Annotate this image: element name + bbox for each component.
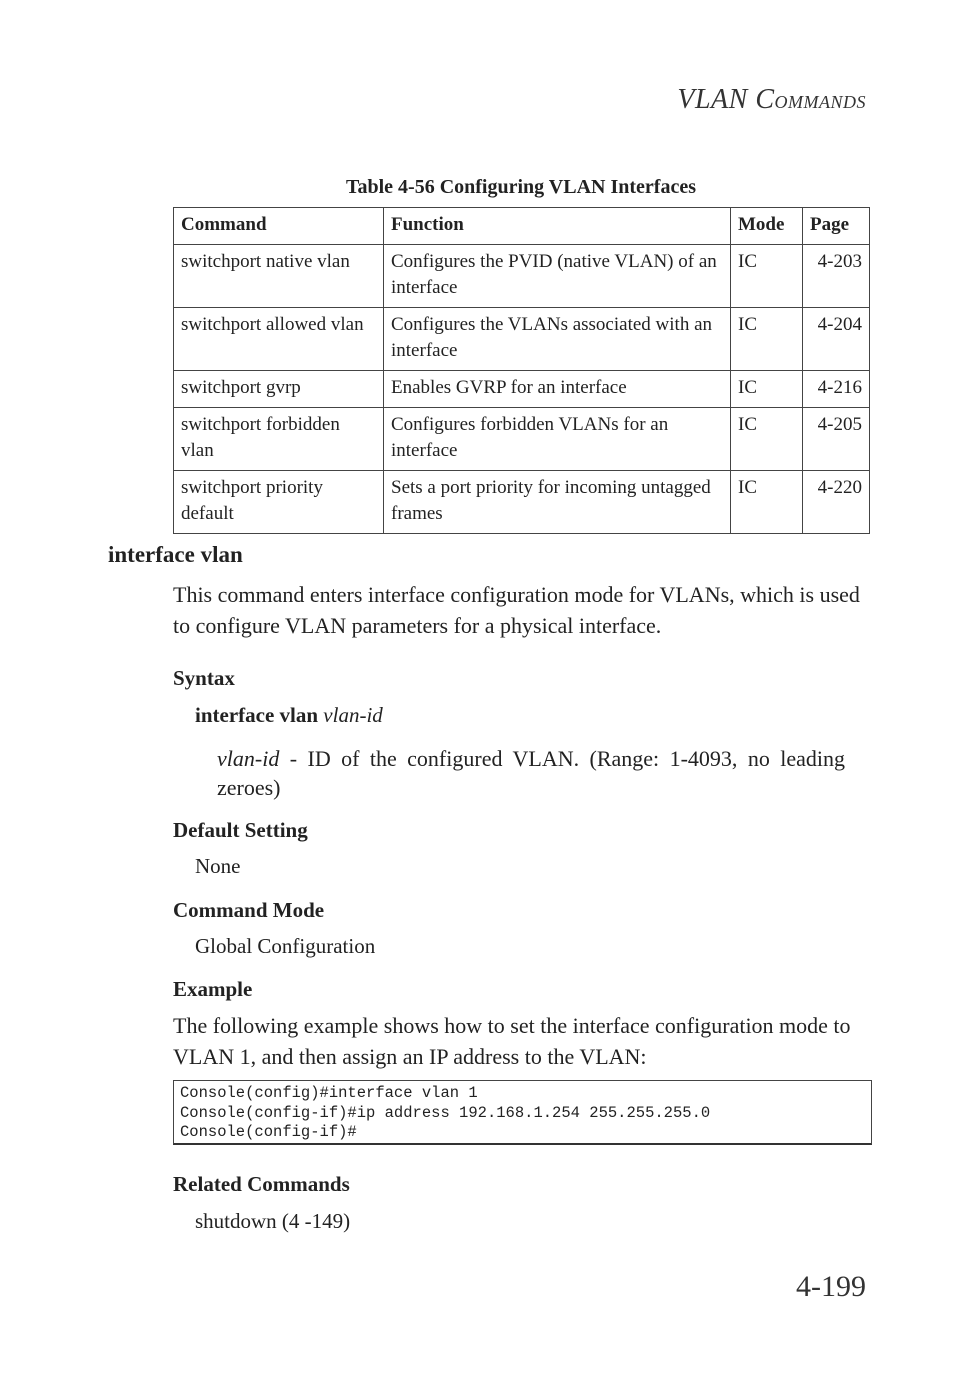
code-line: Console(config-if)# — [180, 1123, 357, 1141]
table-caption: Table 4-56 Configuring VLAN Interfaces — [345, 176, 696, 198]
function-cell: Configures the PVID (native VLAN) of an interface — [384, 245, 731, 308]
mode-cell: IC — [731, 471, 803, 534]
table-row — [174, 371, 870, 408]
function-cell: Configures the VLANs associated with an interface — [384, 308, 731, 371]
column-header: Function — [384, 208, 731, 245]
param-name: vlan-id — [217, 746, 280, 771]
command-cell: switchport native vlan — [174, 245, 384, 308]
mode-cell: IC — [731, 245, 803, 308]
section-description: This command enters interface configuration mode for VLANs, which is used to configure VLAN parameters for a physical interface. — [173, 582, 860, 638]
param-desc: - ID of the configured VLAN. (Range: 1-4093, no leading zeroes) — [217, 746, 845, 800]
command-cell: switchport gvrp — [174, 371, 384, 408]
running-header — [677, 84, 866, 116]
page-cell: 4-203 — [803, 245, 870, 308]
table-row — [174, 408, 870, 471]
header-title-small: OMMANDS — [774, 92, 866, 112]
param-description — [217, 744, 845, 802]
header-title-initial: C — [755, 84, 775, 115]
example-description: The following example shows how to set the interface configuration mode to VLAN 1, and then assign an IP address to the VLAN: — [173, 1013, 851, 1069]
column-header: Command — [174, 208, 384, 245]
syntax-line — [195, 703, 383, 728]
command-cell: switchport priority default — [174, 471, 384, 534]
page-cell: 4-205 — [803, 408, 870, 471]
table-row — [174, 471, 870, 534]
page-cell: 4-216 — [803, 371, 870, 408]
column-header: Page — [803, 208, 870, 245]
mode-cell: IC — [731, 371, 803, 408]
section-title: interface vlan — [108, 542, 243, 567]
function-cell: Configures forbidden VLANs for an interface — [384, 408, 731, 471]
code-example — [173, 1080, 872, 1145]
column-header: Mode — [731, 208, 803, 245]
mode-cell: IC — [731, 408, 803, 471]
example-heading: Example — [173, 977, 253, 1001]
related-value: shutdown (4 -149) — [195, 1209, 351, 1233]
page-cell: 4-220 — [803, 471, 870, 534]
vlan-interfaces-table — [173, 207, 870, 534]
code-line: Console(config-if)#ip address 192.168.1.254 255.255.255.0 — [180, 1103, 711, 1122]
page-number: 4-199 — [796, 1270, 866, 1303]
related-heading: Related Commands — [173, 1172, 350, 1196]
syntax-param: vlan-id — [323, 703, 383, 727]
page-cell: 4-204 — [803, 308, 870, 371]
table-row — [174, 245, 870, 308]
syntax-command: interface vlan — [195, 703, 319, 727]
mode-heading: Command Mode — [173, 898, 325, 922]
default-value: None — [195, 854, 241, 878]
command-cell: switchport allowed vlan — [174, 308, 384, 371]
syntax-heading: Syntax — [173, 666, 235, 690]
default-heading: Default Setting — [173, 818, 308, 842]
table-header-row — [174, 208, 870, 245]
header-title-first: VLAN — [677, 84, 748, 115]
mode-cell: IC — [731, 308, 803, 371]
mode-value: Global Configuration — [195, 934, 376, 958]
function-cell: Enables GVRP for an interface — [384, 371, 731, 408]
function-cell: Sets a port priority for incoming untagged frames — [384, 471, 731, 534]
command-cell: switchport forbidden vlan — [174, 408, 384, 471]
code-line: Console(config)#interface vlan 1 — [180, 1084, 478, 1102]
table-row — [174, 308, 870, 371]
